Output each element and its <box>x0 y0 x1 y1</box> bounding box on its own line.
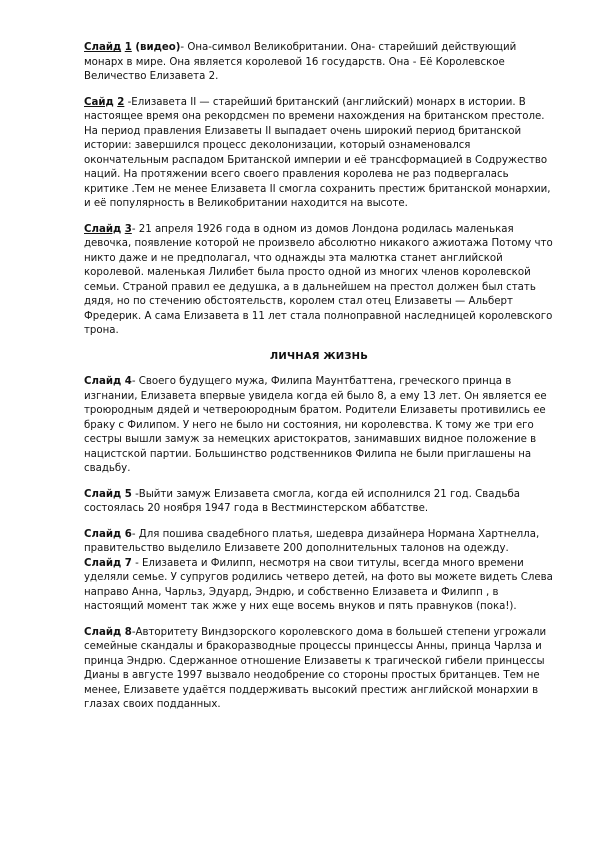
slide-1-label-number: 1 <box>124 42 132 53</box>
section-heading: ЛИЧНАЯ ЖИЗНЬ <box>269 350 369 362</box>
slide-3-label-word: Слайд <box>84 223 122 235</box>
slide-6-paragraph <box>84 528 554 557</box>
slide-4-paragraph <box>84 375 554 477</box>
slide-7-paragraph <box>84 557 554 615</box>
slide-4-text: - Своего будущего мужа, Филипа Маунтбаттена, греческого принца в изгнании, Елизавета впервые увидела когда ей было 8, а ему 13 лет. Он является ее троюродным дядей и четвероюродным братом. Родители Елизаветы противились ее браку с Филипом. У него не было ни состояния, ни королевства. К тому же три его сестры вышли замуж за немецких аристократов, занимавших видное положение в нацистской партии. Большинство родственников Филипа не были приглашены на свадьбу. <box>84 376 547 474</box>
slide-2-label-word: Сайд <box>84 96 114 108</box>
slide-2-text: -Елизавета II — старейший британский (английский) монарх в истории. В настоящее время она рекордсмен по времени нахождения на британском престоле. На период правления Елизаветы II выпадает очень широкий период британской истории: завершился процесс деколонизации, который ознаменовался окончательным распадом Британской империи и её трансформацией в Содружество наций. На протяжении всего своего правления королева не раз подвергалась критике .Тем не менее Елизавета II смогла сохранить престиж британской монархии, и её популярность в Великобритании находится на высоте. <box>84 96 551 209</box>
slide-1-paragraph <box>84 41 554 85</box>
slide-8-label: Слайд 8 <box>84 626 132 638</box>
slide-8-paragraph <box>84 626 554 713</box>
slide-8-text: -Авторитету Виндзорского королевского дома в большей степени угрожали семейные скандалы и бракоразводные процессы принцессы Анны, принца Чарлза и принца Эндрю. Сдержанное отношение Елизаветы к трагической гибели принцессы Дианы в августе 1997 вызвало неодобрение со стороны простых британцев. Тем не менее, Елизавете удаётся поддерживать высокий престиж английской монархии в глазах своих подданных. <box>84 626 547 710</box>
slide-1-label-word: Слайд <box>84 42 122 53</box>
slide-5-label: Слайд 5 <box>84 488 132 500</box>
slide-7-label: Слайд 7 <box>84 557 132 569</box>
slide-7-text: - Елизавета и Филипп, несмотря на свои титулы, всегда много времени уделяли семье. У супругов родились четверо детей, на фото вы можете видеть Слева направо Анна, Чарльз, Эдуард, Эндрю, и собственно Елизавета и Филипп , в настоящий момент так жже у них еще восемь внуков и пять правнуков (пока!). <box>84 557 553 612</box>
slide-5-text: -Выйти замуж Елизавета смогла, когда ей исполнился 21 год. Свадьба состоялась 20 ноября 1947 года в Вестминстерском аббатстве. <box>84 488 521 514</box>
slide-3-text: - 21 апреля 1926 года в одном из домов Лондона родилась маленькая девочка, появление которой не произвело абсолютно никакого ажиотажа Потому что никто даже и не предполагал, что однажды эта малютка станет английской королевой. маленькая Лилибет была просто одной из многих членов королевской семьи. Страной правил ее дедушка, а в дальнейшем на престол должен был стать дядя, но по стечению обстоятельств, королем стал отец Елизаветы — Альберт Фредерик. А сама Елизавета в 11 лет стала полноправной наследницей королевского трона. <box>84 223 553 336</box>
slide-2-paragraph <box>84 96 554 212</box>
slide-1-text: - Она-символ Великобритании. Она- старейший действующий монарх в мире. Она является королевой 16 государств. Она - Её Королевское Величество Елизавета 2. <box>84 42 517 82</box>
slide-1-label-extra: (видео) <box>131 42 181 53</box>
slide-1-label <box>84 42 180 53</box>
slide-5-paragraph <box>84 488 554 517</box>
slide-3-label-number: 3 <box>124 223 132 235</box>
slide-6-label: Слайд 6 <box>84 528 132 540</box>
document-page <box>84 41 554 724</box>
slide-2-label <box>84 97 124 108</box>
slide-3-label <box>84 224 132 235</box>
slide-2-label-number: 2 <box>117 96 125 108</box>
slide-4-label: Слайд 4 <box>84 376 132 387</box>
slide-6-text: - Для пошива свадебного платья, шедевра дизайнера Нормана Хартнелла, правительство выделило Елизавете 200 дополнительных талонов на одежду. <box>84 528 540 554</box>
slide-3-paragraph <box>84 223 554 339</box>
